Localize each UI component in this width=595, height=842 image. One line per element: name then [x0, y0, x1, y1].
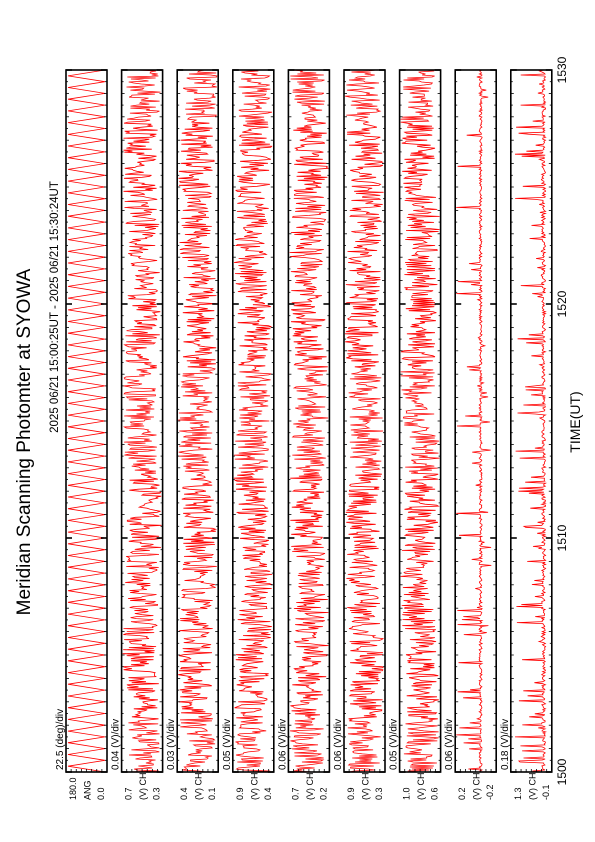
panel-ymin-label: 0.6: [429, 787, 440, 800]
panel-ylabel: (V) CH: [527, 772, 538, 800]
panel-scale-label: 22.5 (deg)/div: [55, 708, 66, 770]
panel-ylabel: (V) CH: [249, 772, 260, 800]
panel-4: [222, 70, 274, 800]
panel-ylabel: (V) CH: [193, 772, 204, 800]
panel-ymin-label: -0.2: [485, 784, 496, 800]
panel-frame: [66, 70, 107, 772]
panel-ymin-label: 0.3: [151, 787, 162, 800]
panel-3-trace: [178, 70, 217, 772]
panel-1: [55, 70, 107, 800]
panel-scale-label: 0.06 (V)/div: [333, 718, 344, 770]
time-tick-label: 1510: [554, 524, 569, 552]
panel-ymax-label: 0.9: [234, 787, 245, 800]
panel-ymin-label: 0.0: [96, 787, 106, 800]
panel-9: [500, 70, 552, 800]
time-axis-label: TIME(UT): [567, 391, 583, 453]
panel-ymax-label: 0.4: [179, 787, 190, 800]
panel-scale-label: 0.03 (V)/div: [166, 718, 178, 770]
panel-6: [333, 70, 385, 800]
panel-ymax-label: 0.2: [457, 787, 468, 800]
panel-frame: [455, 70, 496, 772]
panel-scale-label: 0.05 (V)/div: [388, 718, 400, 770]
panel-ymin-label: 0.4: [262, 787, 273, 800]
panel-ymax-label: 1.3: [512, 787, 523, 800]
panel-ymax-label: 0.7: [290, 787, 301, 800]
panel-ymax-label: 1.0: [401, 787, 412, 800]
panel-ymax-label: 0.7: [123, 787, 134, 800]
panel-scale-label: 0.04 (V)/div: [110, 718, 122, 770]
panel-9-trace: [515, 70, 546, 772]
panel-ylabel: (V) CH: [471, 772, 482, 800]
panel-3: [166, 70, 218, 800]
time-tick-label: 1530: [554, 56, 569, 84]
time-tick-label: 1500: [554, 758, 569, 786]
panel-scale-label: 0.06 (V)/div: [444, 718, 456, 770]
panel-scale-label: 0.06 (V)/div: [277, 718, 289, 770]
panel-4-trace: [234, 70, 272, 772]
panel-7: [389, 70, 441, 800]
panel-7-trace: [401, 70, 440, 772]
panel-2-trace: [123, 70, 162, 772]
panel-1-trace: [68, 70, 105, 772]
panel-scale-label: 0.05 (V)/div: [221, 718, 233, 770]
panel-ymax-label: 180.0: [68, 777, 78, 800]
panel-scale-label: 0.18 (V)/div: [499, 718, 511, 770]
panel-8-trace: [456, 70, 491, 772]
panel-stack: [55, 70, 552, 800]
panel-ymin-label: 0.1: [207, 787, 218, 800]
panel-5-trace: [290, 70, 329, 772]
panel-ymin-label: 0.3: [374, 787, 384, 800]
panel-ylabel: (V) CH: [416, 772, 427, 800]
panel-ylabel: (V) CH: [138, 772, 149, 800]
panel-8: [444, 70, 496, 800]
panel-frame: [288, 70, 329, 772]
panel-frame: [511, 70, 552, 772]
panel-2: [111, 70, 163, 800]
panel-6-trace: [345, 70, 384, 772]
panel-5: [277, 70, 329, 800]
panel-ylabel: (V) CH: [304, 772, 315, 800]
time-tick-label: 1520: [554, 290, 569, 318]
panel-ylabel: ANG: [82, 780, 93, 800]
panel-ymin-label: -0.1: [540, 784, 551, 800]
panel-ylabel: (V) CH: [360, 772, 371, 800]
panel-ymin-label: 0.2: [318, 787, 329, 800]
figure-title: Meridian Scanning Photomter at SYOWA: [14, 268, 35, 616]
panel-ymax-label: 0.9: [346, 787, 356, 800]
time-range-subtitle: 2025 06/21 15:00:25UT - 2025 06/21 15:30:24UT: [49, 181, 61, 433]
